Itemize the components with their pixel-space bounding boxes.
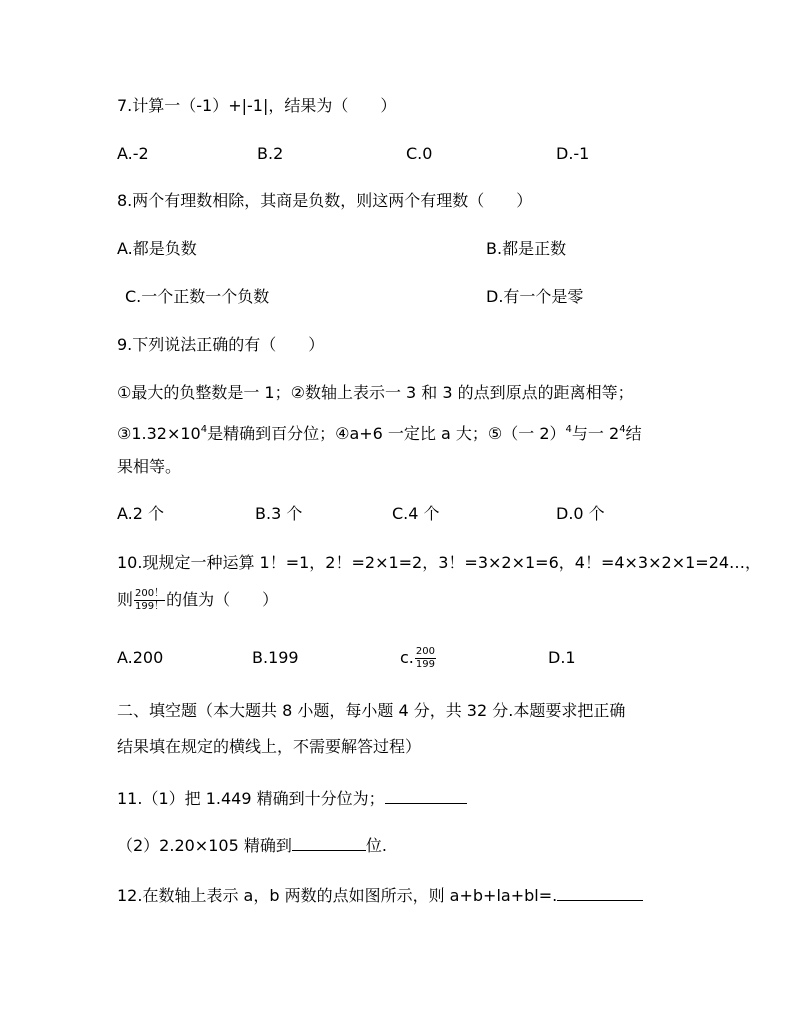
q10-option-c-fraction [415,646,436,671]
q9-exponent-3: 4 [619,424,626,435]
q12-answer-blank[interactable] [557,882,643,901]
q9-statement-line-3: 果相等。 [117,457,182,476]
q7-option-d: D.-1 [556,144,590,163]
q12-stem [117,882,643,908]
q8-option-c: C.一个正数一个负数 [125,287,270,306]
q9-statement-line-2 [117,418,642,446]
q10-stem-line-2 [117,588,278,613]
q8-stem: 8.两个有理数相除，其商是负数，则这两个有理数（ ） [117,191,533,210]
q9-option-a: A.2 个 [117,504,165,523]
q10-stem: 10.现规定一种运算 1！=1，2！=2×1=2，3！=3×2×1=6，4！=4×3×2×1=24…， [117,553,762,572]
q9-line2-part-b: 是精确到百分位；④a+6 一定比 a 大；⑤（一 2） [207,424,566,443]
q8-option-b: B.都是正数 [486,239,567,258]
q10-value-text: 的值为（ ） [166,590,279,609]
q10-option-c-label: c. [400,648,414,667]
q9-line2-part-a: ③1.32×10 [117,424,201,443]
q8-option-a: A.都是负数 [117,239,197,258]
q10-option-c-numerator: 200 [415,646,435,657]
q11-part-1 [117,785,467,811]
q9-option-c: C.4 个 [392,504,440,523]
q9-exponent-1: 4 [200,424,208,435]
q9-stem: 9.下列说法正确的有（ ） [117,335,325,354]
q9-line2-part-d: 结 [625,424,642,443]
q10-then-text: 则 [117,590,134,609]
q8-option-d: D.有一个是零 [486,287,584,306]
section-2-heading: 二、填空题（本大题共 8 小题，每小题 4 分，共 32 分.本题要求把正确 [117,701,626,720]
q10-option-b: B.199 [252,648,299,667]
q10-factorial-fraction [134,588,165,613]
q11-part-2 [117,832,387,858]
q11-part-2-suffix: 位. [365,836,387,855]
q9-option-b: B.3 个 [255,504,303,523]
q9-option-d: D.0 个 [556,504,605,523]
q10-option-d: D.1 [548,648,576,667]
section-2-heading-line-2: 结果填在规定的横线上，不需要解答过程） [117,737,422,756]
q7-option-c: C.0 [406,144,433,163]
q11-answer-blank-2[interactable] [292,832,366,851]
q10-option-a: A.200 [117,648,164,667]
q11-part-2-text: （2）2.20×105 精确到 [117,836,292,855]
q11-part-1-text: 11.（1）把 1.449 精确到十分位为； [117,789,385,808]
q10-fraction-numerator: 200！ [135,588,165,599]
q12-stem-text: 12.在数轴上表示 a，b 两数的点如图所示，则 a+b+la+bl=. [117,886,558,905]
q7-option-b: B.2 [257,144,284,163]
q7-stem: 7.计算一（-1）+|-1|，结果为（ ） [117,96,397,115]
q9-statement-line-1: ①最大的负整数是一 1；②数轴上表示一 3 和 3 的点到原点的距离相等； [117,383,634,402]
q9-exponent-2: 4 [565,424,572,435]
q10-option-c-denominator: 199 [415,659,435,670]
q10-option-c [400,646,437,671]
q9-line2-part-c: 与一 2 [571,424,620,443]
q7-option-a: A.-2 [117,144,149,163]
q10-fraction-denominator: 199！ [135,601,165,612]
q11-answer-blank-1[interactable] [385,785,467,804]
